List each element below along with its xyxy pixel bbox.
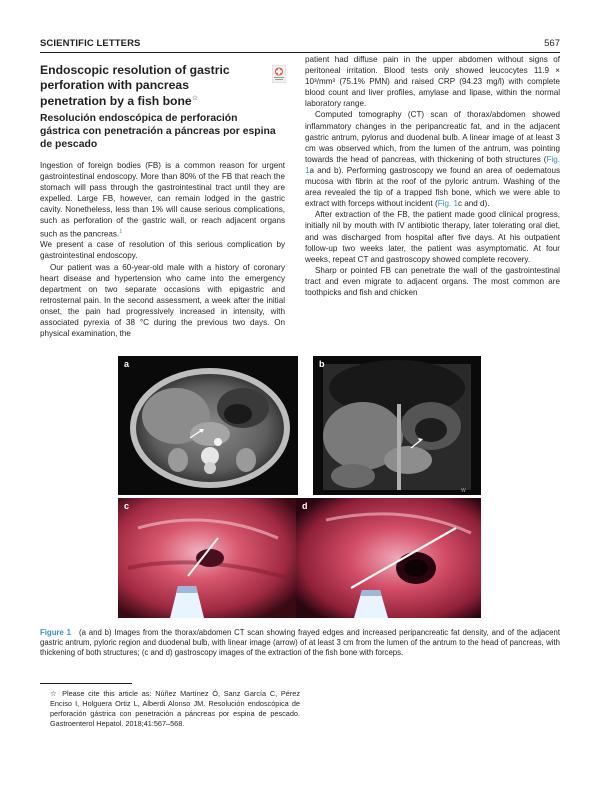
figure-panel-d [296,498,481,618]
panel-label-a: a [124,359,130,369]
panels-cd-text: c and d). [457,199,490,209]
article-title-text: Endoscopic resolution of gastric perforation with pancreas penetration by a fish bone [40,63,230,109]
citation-footnote: ☆ Please cite this article as: Núñez Martínez Ó, Sanz García C, Pérez Enciso I, Holguera Ortiz L, Alberdi Alonso JM. Resolución endoscópica de perforación gástrica con penetración a páncreas por espina de pescado. Gastroenterol Hepatol. 2018;41:567–568. [50,689,300,728]
paragraph-intro [40,160,285,239]
ct-text: Computed tomography (CT) scan of thorax/abdomen showed inflammatory changes in the peripancreatic fat, and in the adjacent gastric antrum, pylorus and duodenal bulb. A linear image of at least 3 cm was observed which, from the lumen of the antrum, was pointing towards the head of pancreas, with thickening of both structures ( [305,110,560,164]
figure-link-2[interactable]: Fig. 1 [437,199,458,209]
figure-caption-text: (a and b) Images from the thorax/abdomen CT scan showing frayed edges and increased peripancreatic fat density, and of the adjacent gastric antrum, pyloric region and duodenal bulb, with linear image (arrow) of at least 3 cm from the lumen of the antrum to the head of pancreas, with thickening of both structures; (c and d) gastroscopy images of the extraction of the fish bone with forceps. [40,628,560,658]
figure-1 [118,356,481,618]
article-title [40,63,250,109]
figure-panel-a [118,356,298,495]
figure-panel-c [118,498,298,618]
body-right-column [305,54,560,298]
paragraph-sharp-fb: Sharp or pointed FB can penetrate the wall of the gastrointestinal tract and even migrate to adjacent organs. The most common are toothpicks and fish and chicken [305,265,560,297]
paragraph-continued: patient had diffuse pain in the upper abdomen without signs of peritoneal irritation. Blood tests only showed leucocytes 11.9 × 10³/mm³ (75.1% PMN) and raised CRP (94.23 mg/l) with complete blood count and liver profiles, amylase and lipase, within the normal laboratory range. [305,55,560,109]
paragraph-ct [305,109,560,209]
endoscopy-image-d [296,498,481,618]
footnote-rule [40,683,132,684]
paragraph-patient: Our patient was a 60-year-old male with a history of coronary heart disease and hypertension who came into the emergency department on two separate occasions with epigastric and retrosternal pain. In the second assessment, a week after the initial onset, the pain had progressively increased in intensity, with associated pyrexia of 38 °C during the previous two days. On physical examination, the [40,262,285,339]
paragraph-present: We present a case of resolution of this serious complication by gastrointestinal endoscopy. [40,240,285,261]
svg-text:W: W [461,488,466,494]
gastroscopy-text: a and b). Performing gastroscopy we found an area of oedematous mucosa with fibrin at the roof of the pyloric antrum. Washing of the area revealed the tip of a trapped fish bone, which we were able to extract with forceps without incident ( [305,165,560,209]
figure-panel-b [313,356,481,495]
page-number: 567 [544,38,560,49]
endoscopy-image-c [118,498,298,618]
paragraph-intro-text: Ingestion of foreign bodies (FB) is a common reason for urgent gastrointestinal endoscopy. More than 80% of the FB that reach the stomach will pass through the gastrointestinal tract until they are expelled. Large FB, however, can remain lodged in the gastric cavity. Nonetheless, less than 1% will cause serious complications, such as perforation of the gastric wall, or reach adjacent organs such as the pancreas. [40,161,285,239]
figure-link-1[interactable]: Fig. 1 [305,154,560,175]
figure-caption-label: Figure 1 [40,628,72,637]
panel-label-b: b [319,359,325,369]
article-subtitle: Resolución endoscópica de perforación gástrica con penetración a páncreas por espina de pescado [40,113,276,151]
figure-caption [40,628,560,659]
ct-axial-image [118,356,298,495]
body-left-column [40,160,285,339]
paragraph-progress: After extraction of the FB, the patient made good clinical progress, initially nil by mouth with IV antibiotic therapy, later tolerating oral diet, and was discharged from hospital after five days. At his outpatient follow-up two weeks later, the patient was asymptomatic. At four weeks, repeat CT and gastroscopy showed complete recovery. [305,210,560,264]
header-rule [40,52,560,53]
running-header-section: SCIENTIFIC LETTERS [40,38,141,49]
crossmark-icon[interactable] [272,65,286,83]
citation-link[interactable]: 1 [119,228,123,235]
panel-label-d: d [302,501,308,511]
title-footnote-mark: ☆ [191,95,198,103]
panel-label-c: c [124,501,130,511]
ct-coronal-image [313,356,481,495]
